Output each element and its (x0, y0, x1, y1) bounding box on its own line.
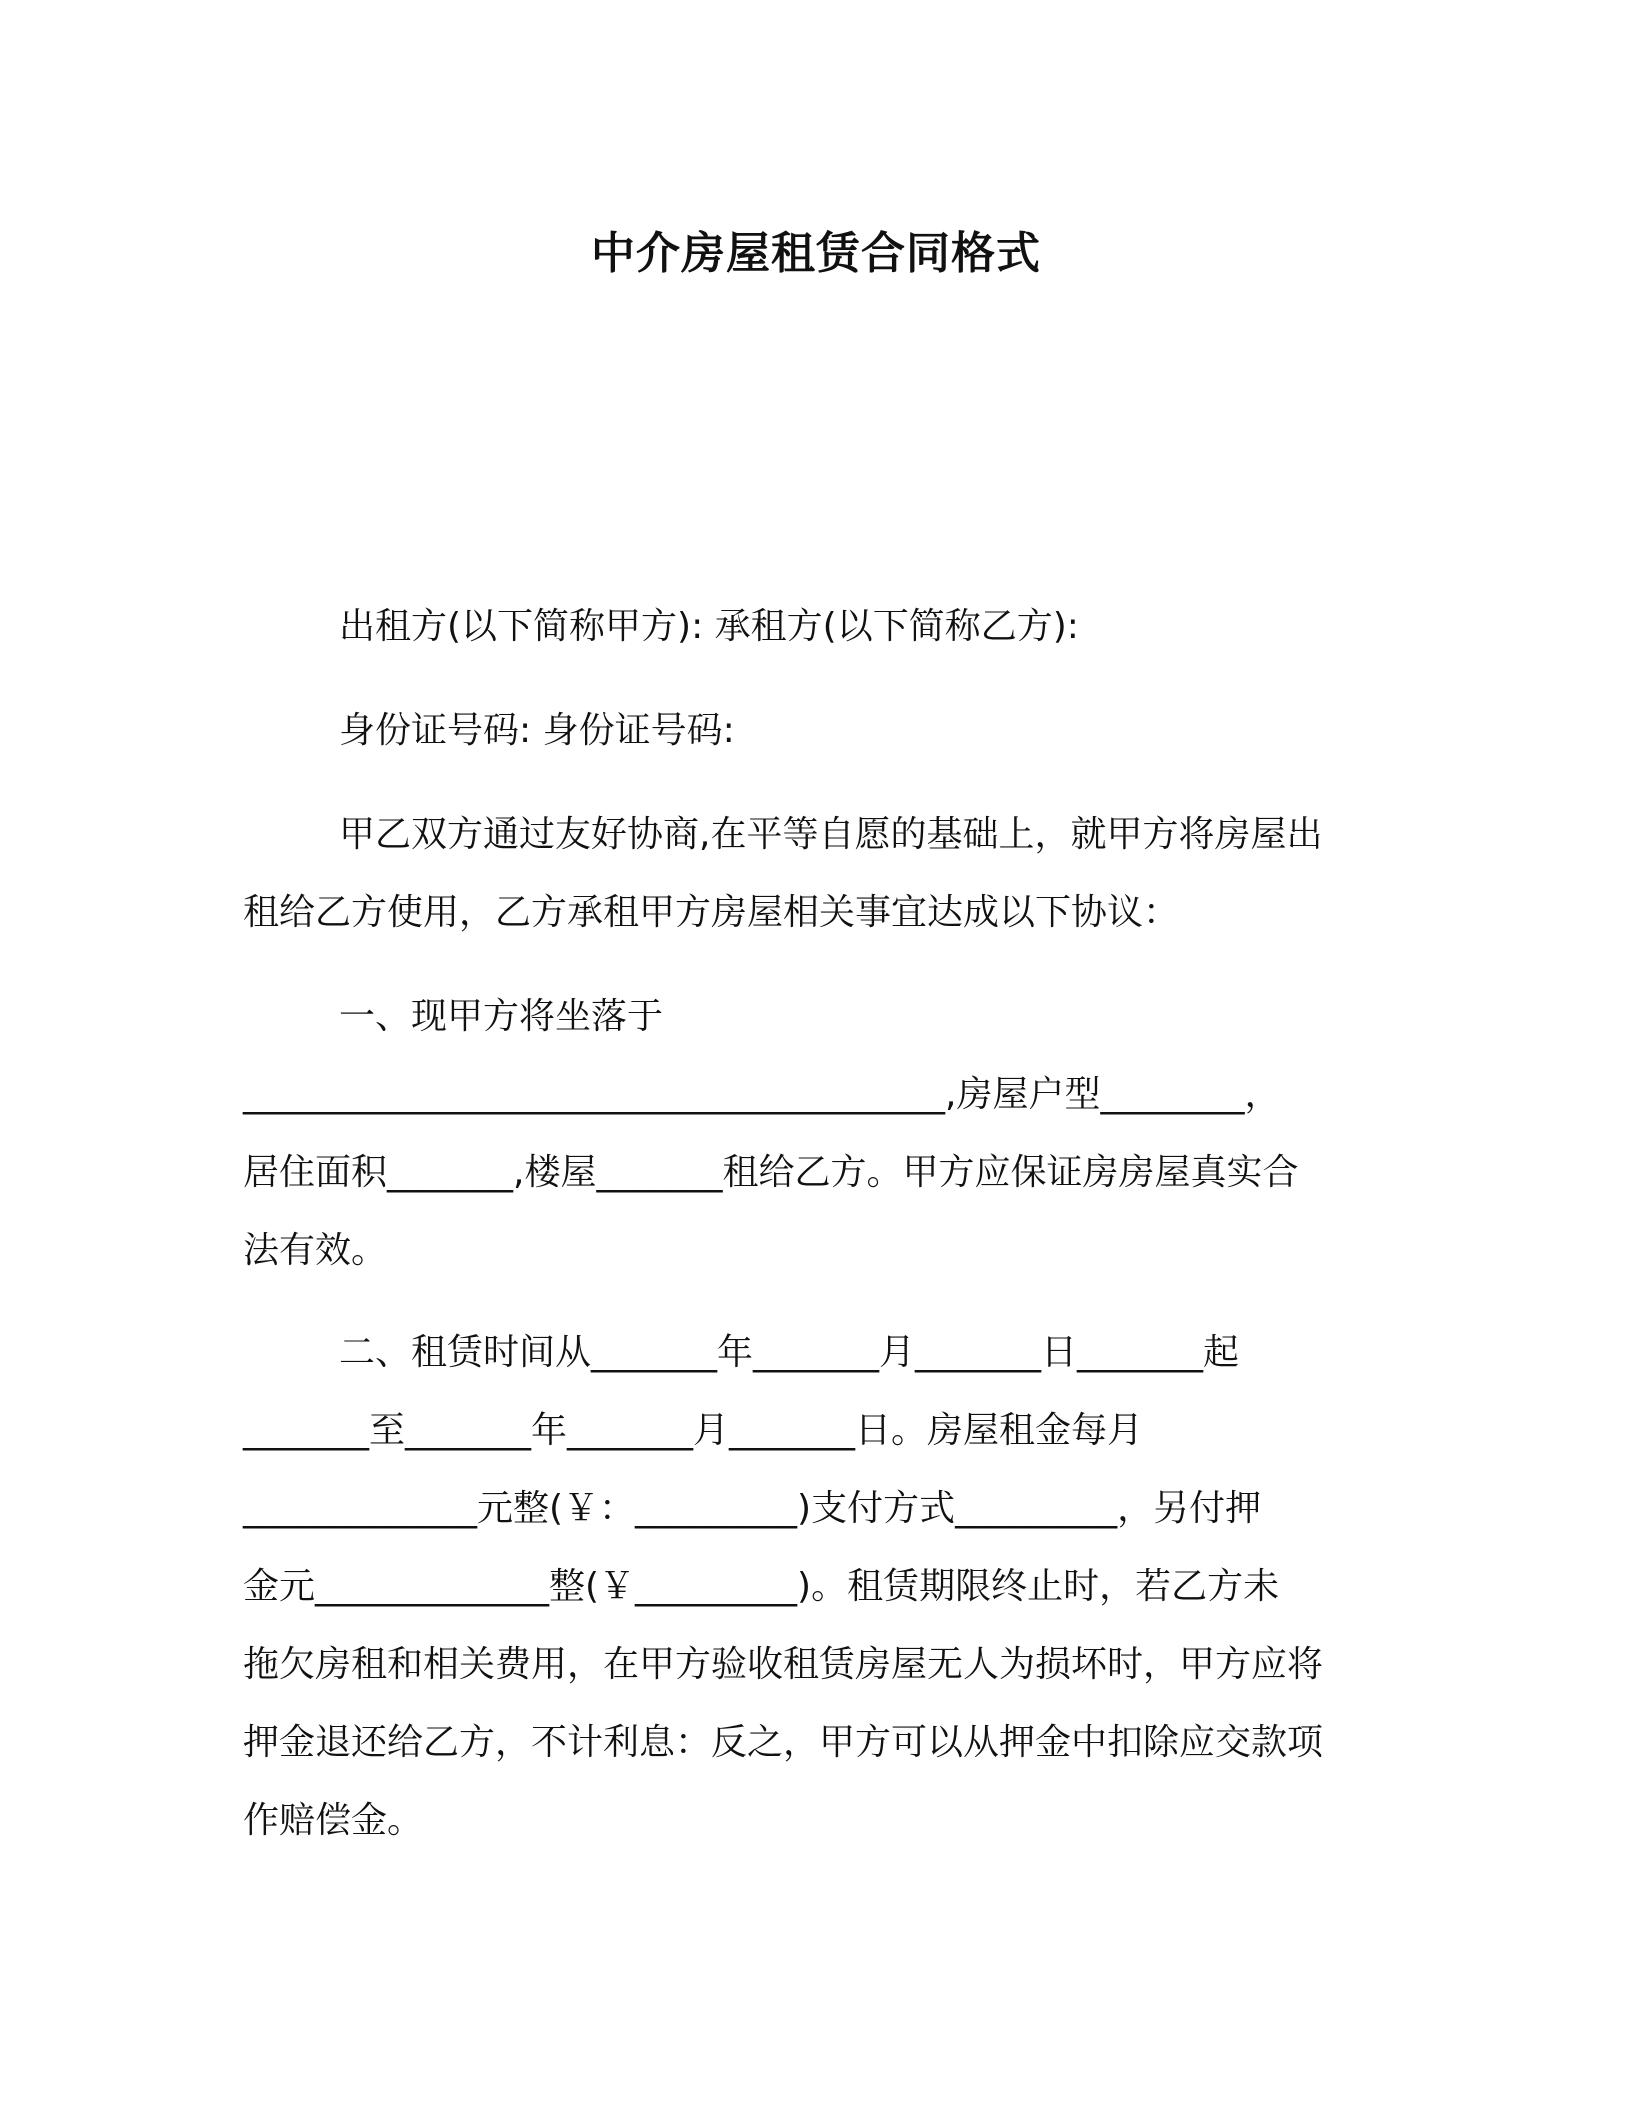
clause-2-line-7: 作赔偿金。 (243, 1800, 424, 1841)
clause-2-line-5: 拖欠房租和相关费用，在甲方验收租赁房屋无人为损坏时，甲方应将 (243, 1644, 1324, 1685)
clause-2-line-1: 二、租赁时间从_______年_______月_______日_______起 (339, 1332, 1240, 1373)
document-title: 中介房屋租赁合同格式 (591, 228, 1041, 279)
clause-2-line-6: 押金退还给乙方，不计利息：反之，甲方可以从押金中扣除应交款项 (243, 1722, 1324, 1763)
clause-2-line-2: _______至_______年_______月_______日。房屋租金每月 (243, 1410, 1144, 1451)
clause-1-line-4: 法有效。 (243, 1230, 388, 1271)
clause-1-line-2: _______________________________________,房屋户型________， (243, 1074, 1281, 1115)
id-numbers-line: 身份证号码: 身份证号码: (339, 710, 735, 751)
intro-line-1: 甲乙双方通过友好协商,在平等自愿的基础上，就甲方将房屋出 (339, 814, 1323, 855)
parties-paragraph (243, 588, 1393, 666)
clause-2-line-3: _____________元整(￥：_________)支付方式_________，另付押 (243, 1488, 1262, 1529)
clause-2-line-4: 金元_____________整(￥_________)。租赁期限终止时，若乙方未 (243, 1566, 1280, 1607)
intro-paragraph (243, 796, 1393, 952)
parties-line: 出租方(以下简称甲方): 承租方(以下简称乙方): (339, 606, 1079, 647)
clause-1-line-1: 一、现甲方将坐落于 (339, 996, 664, 1037)
id-numbers-paragraph (243, 692, 1393, 770)
clause-2-paragraph (243, 1314, 1393, 1860)
intro-line-2: 租给乙方使用，乙方承租甲方房屋相关事宜达成以下协议： (243, 892, 1180, 933)
clause-1-paragraph (243, 978, 1393, 1290)
clause-1-line-3: 居住面积_______,楼屋_______租给乙方。甲方应保证房房屋真实合 (243, 1152, 1299, 1193)
